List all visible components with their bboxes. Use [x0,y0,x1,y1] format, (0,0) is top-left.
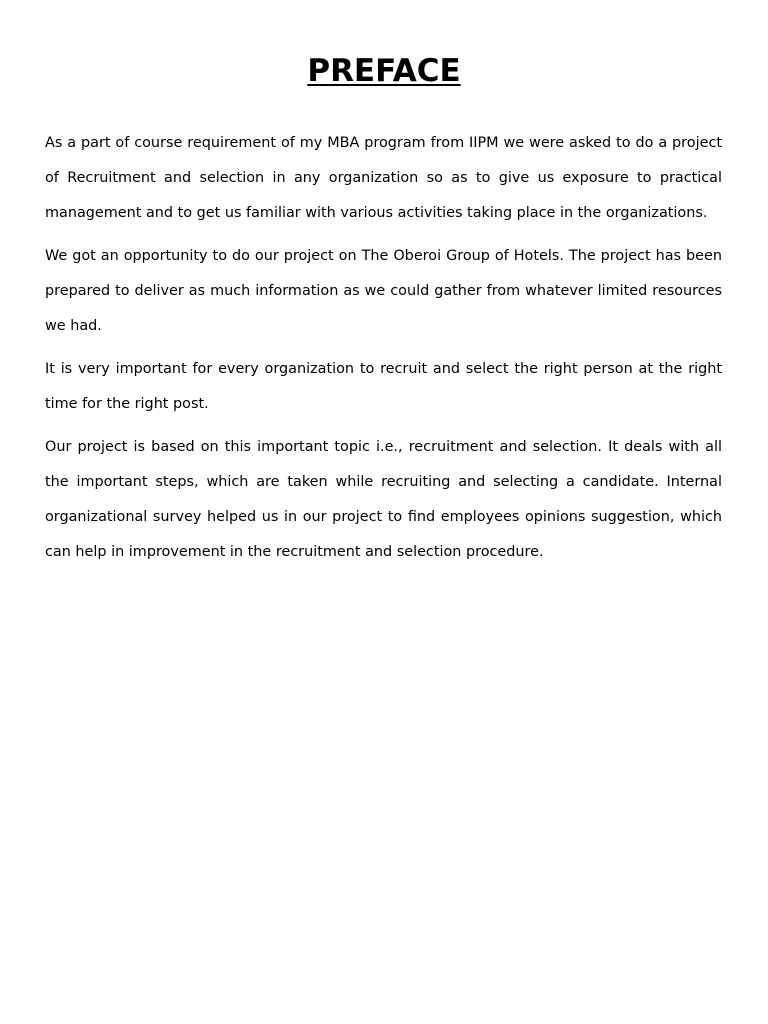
paragraph-project-opportunity: We got an opportunity to do our project on The Oberoi Group of Hotels. The project has been prepared to deliver as much information as we could gather from whatever limited resources we had. [45,248,722,334]
paragraph-importance: It is very important for every organization to recruit and select the right person at the right time for the right post. [45,361,722,412]
preface-body [45,126,722,578]
paragraph-course-requirement: As a part of course requirement of my MBA program from IIPM we were asked to do a project of Recruitment and selection in any organization so as to give us exposure to practical management and to get us familiar with various activities taking place in the organizations. [45,135,722,221]
paragraph-project-scope: Our project is based on this important topic i.e., recruitment and selection. It deals with all the important steps, which are taken while recruiting and selecting a candidate. Internal organizational survey helped us in our project to find employees opinions suggestion, which can help in improvement in the recruitment and selection procedure. [45,439,722,560]
page-title-text: PREFACE [307,53,461,89]
page-title [0,52,768,90]
